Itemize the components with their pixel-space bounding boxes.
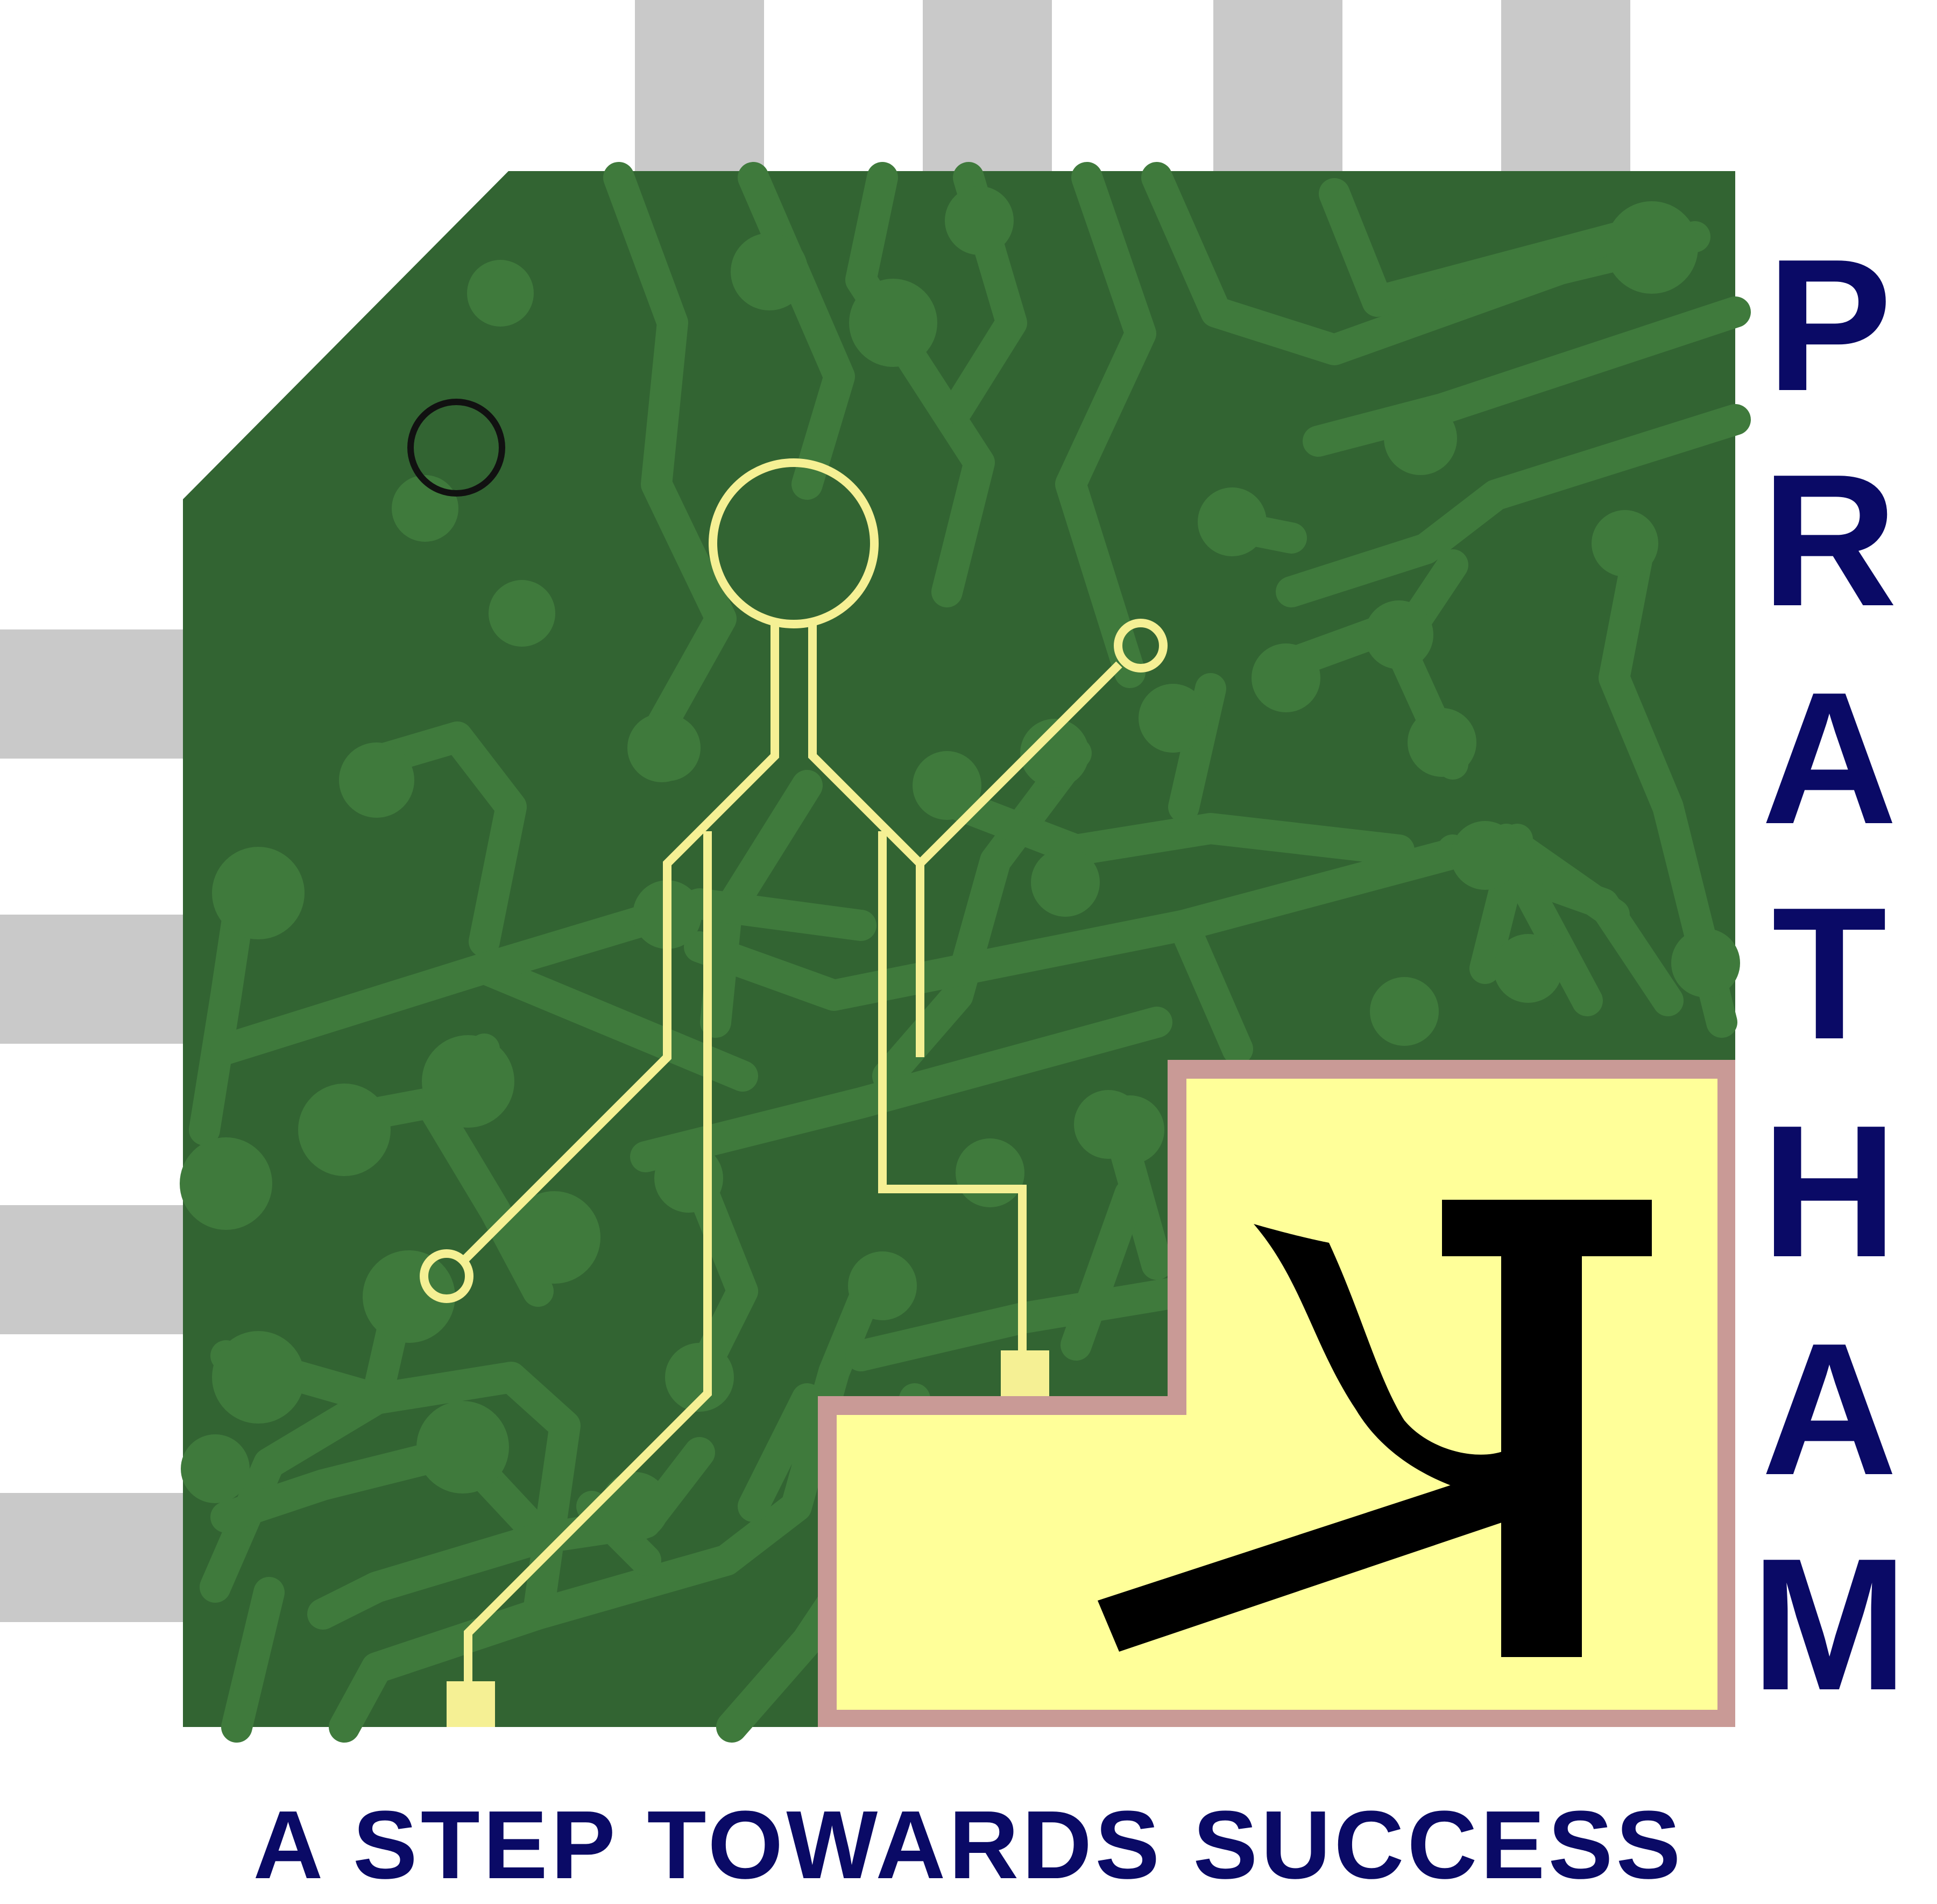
brand-letter-h: H	[1761, 1086, 1898, 1297]
brand-letter-m: M	[1751, 1519, 1908, 1730]
brand-letter-r: R	[1761, 435, 1898, 646]
tagline: A STEP TOWARDS SUCCESS	[253, 1791, 1684, 1899]
chip-pin	[0, 915, 183, 1044]
brand-letter-p: P	[1766, 220, 1892, 430]
chip-pins-top	[635, 0, 1630, 172]
chip-pins-left	[0, 629, 183, 1622]
chip-pin	[0, 629, 183, 759]
brand-letter-t: T	[1772, 868, 1887, 1079]
brand-letter-a2: A	[1761, 1304, 1898, 1514]
chip-pin	[0, 1205, 183, 1334]
chip-pin	[923, 0, 1052, 172]
chip-pin	[635, 0, 764, 172]
chip-pin	[1213, 0, 1342, 172]
chip-pin	[0, 1493, 183, 1622]
brand-letter-a: A	[1761, 653, 1898, 863]
chip-pin	[1501, 0, 1630, 172]
